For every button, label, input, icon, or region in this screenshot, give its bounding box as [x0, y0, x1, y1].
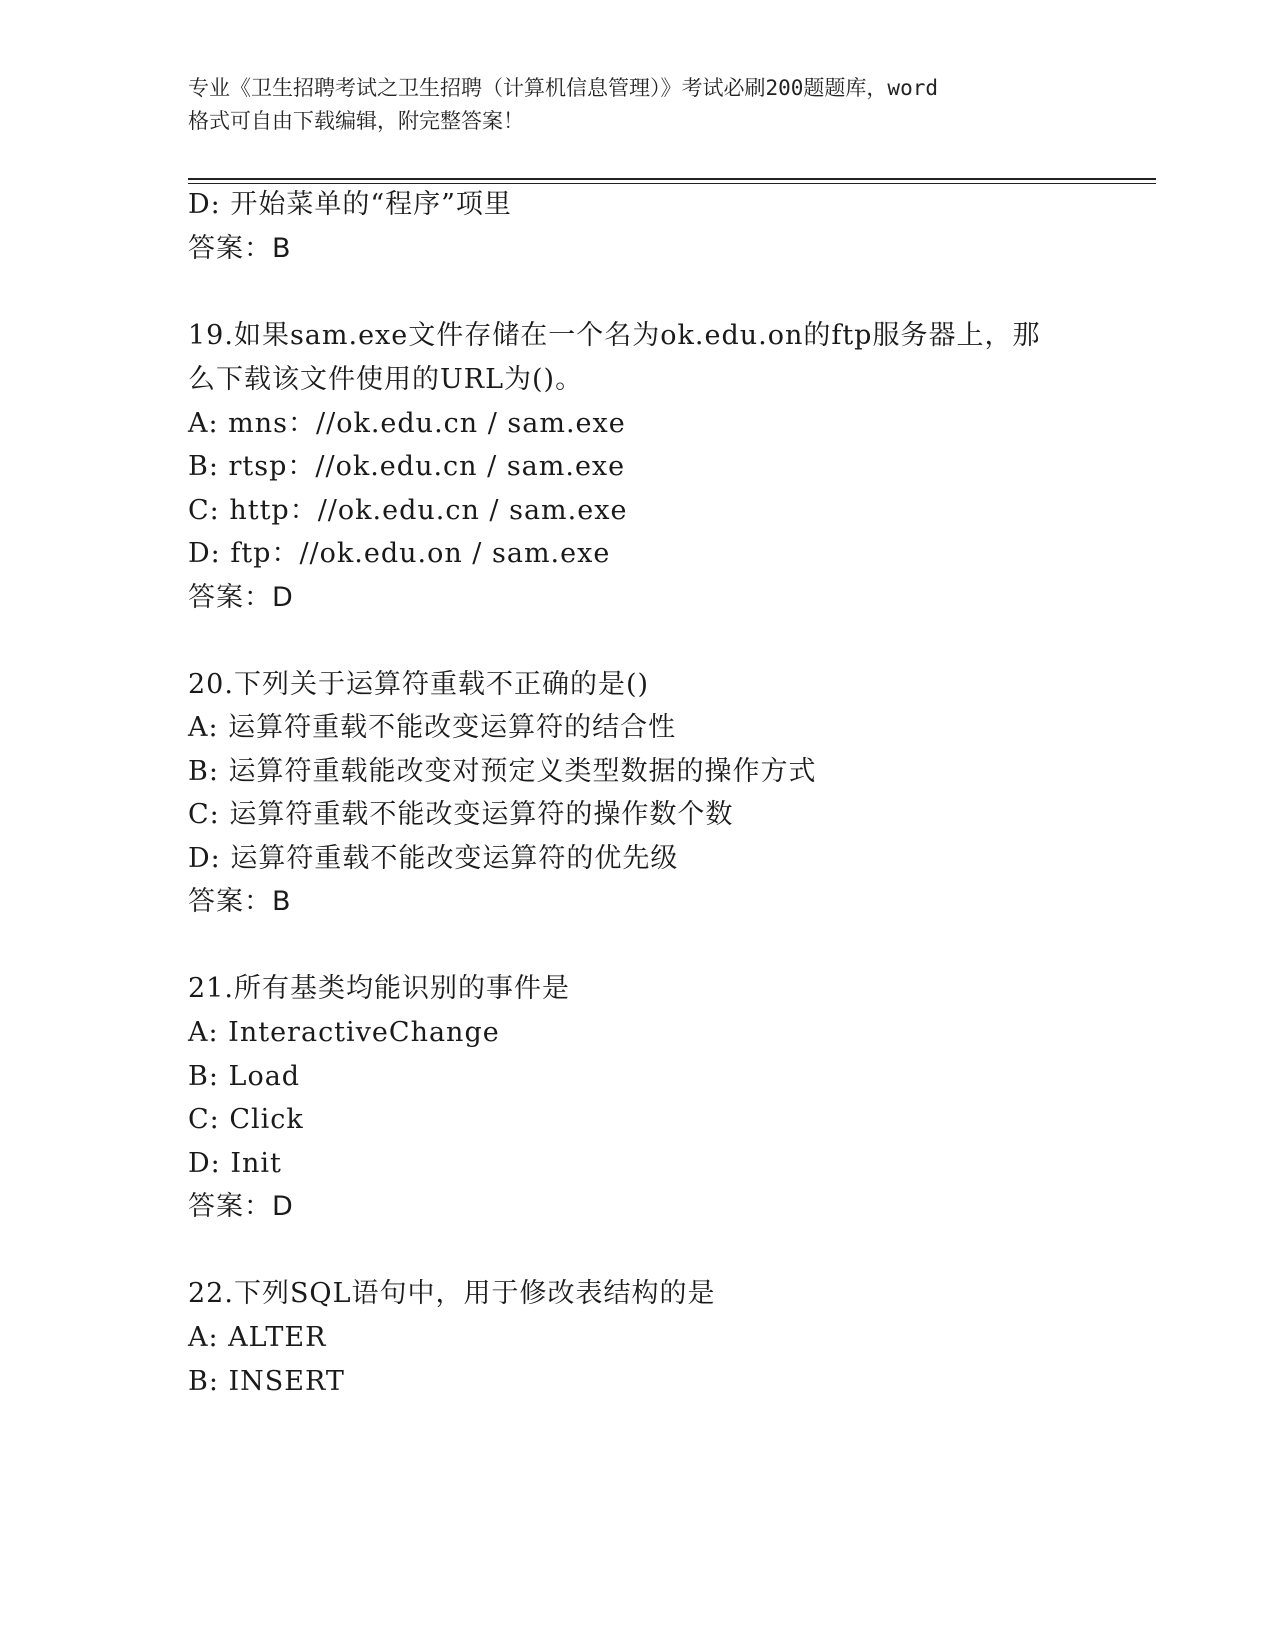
prev-option-d: D: 开始菜单的“程序”项里	[188, 189, 512, 220]
prev-answer: 答案：B	[188, 233, 292, 264]
document-header	[188, 72, 1088, 138]
q22-stem: 22.下列SQL语句中，用于修改表结构的是	[188, 1278, 716, 1309]
q21-option-c: C: Click	[188, 1104, 304, 1135]
header-divider-thin	[188, 183, 1156, 184]
q19-stem-line-2: 么下载该文件使用的URL为()。	[188, 364, 584, 395]
q20-stem: 20.下列关于运算符重载不正确的是()	[188, 669, 650, 700]
q19-option-c: C: http：//ok.edu.cn / sam.exe	[188, 495, 628, 526]
q22-option-b: B: INSERT	[188, 1366, 345, 1397]
q20-option-a: A: 运算符重载不能改变运算符的结合性	[188, 712, 677, 743]
q21-option-b: B: Load	[188, 1061, 301, 1092]
q19-stem-line-1: 19.如果sam.exe文件存储在一个名为ok.edu.on的ftp服务器上，那	[188, 320, 1041, 351]
header-title-line-2: 格式可自由下载编辑，附完整答案！	[188, 109, 524, 133]
q22-option-a: A: ALTER	[188, 1322, 327, 1353]
q21-option-a: A: InteractiveChange	[188, 1017, 500, 1048]
q20-option-d: D: 运算符重载不能改变运算符的优先级	[188, 843, 679, 874]
header-title-line-1: 专业《卫生招聘考试之卫生招聘（计算机信息管理）》考试必刷200题题库，word	[188, 76, 938, 100]
q21-answer: 答案：D	[188, 1191, 294, 1222]
q21-stem: 21.所有基类均能识别的事件是	[188, 973, 570, 1004]
q19-option-a: A: mns：//ok.edu.cn / sam.exe	[188, 408, 626, 439]
q20-answer: 答案：B	[188, 886, 292, 917]
q21-option-d: D: Init	[188, 1148, 282, 1179]
header-divider-thick	[188, 178, 1156, 180]
q20-option-b: B: 运算符重载能改变对预定义类型数据的操作方式	[188, 756, 817, 787]
q20-option-c: C: 运算符重载不能改变运算符的操作数个数	[188, 799, 734, 830]
q19-option-b: B: rtsp：//ok.edu.cn / sam.exe	[188, 451, 626, 482]
q19-option-d: D: ftp：//ok.edu.on / sam.exe	[188, 538, 611, 569]
q19-answer: 答案：D	[188, 582, 294, 613]
